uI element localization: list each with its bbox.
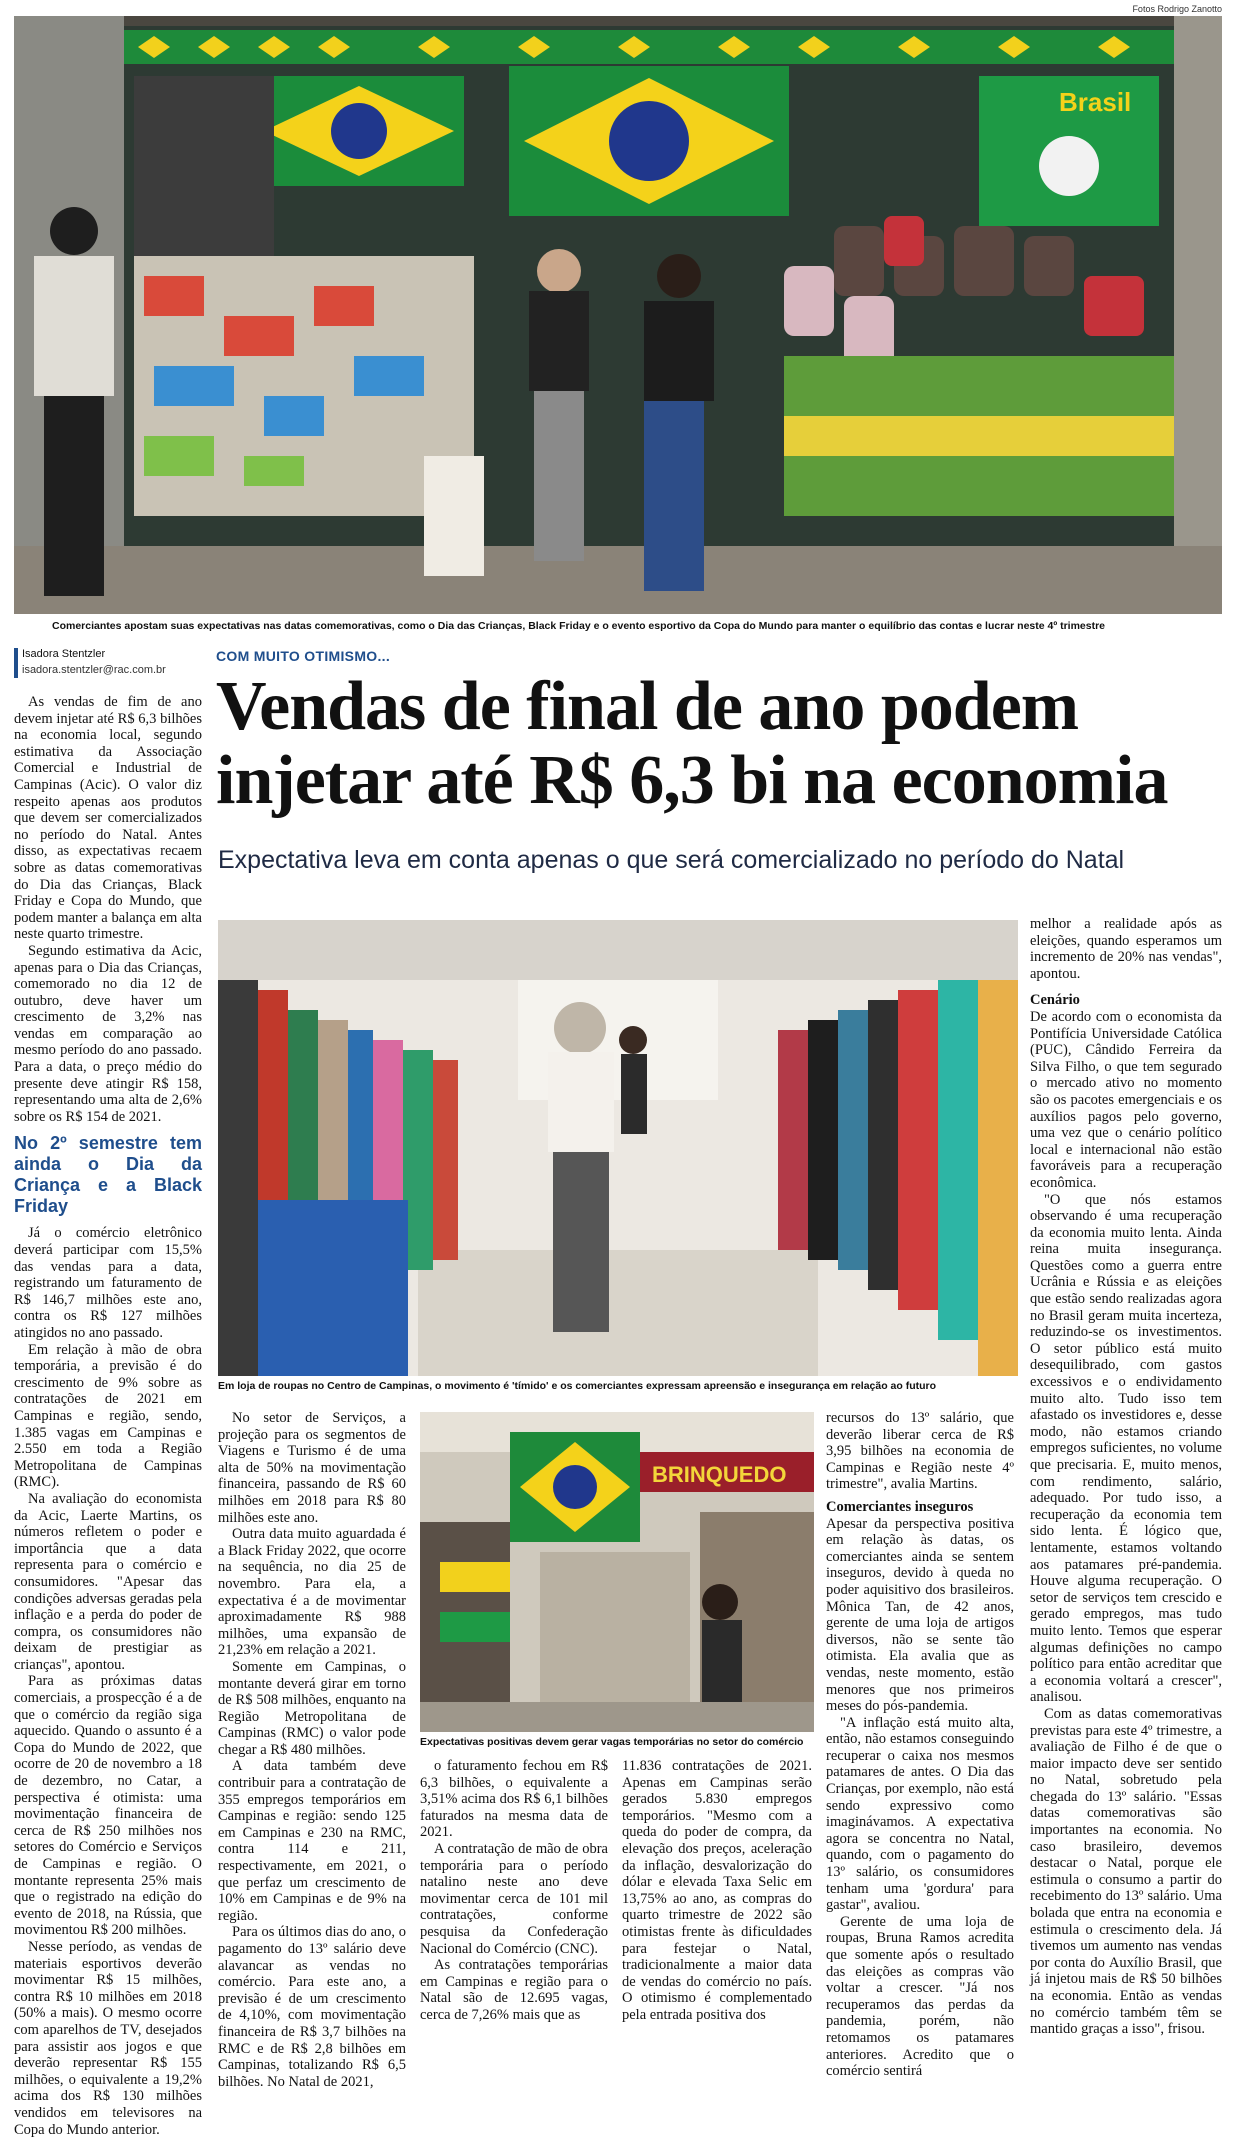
headline-line-2: injetar até R$ 6,3 bi na economia — [216, 742, 1168, 819]
col3b-paragraph: 11.836 contratações de 2021. Apenas em Campinas serão gerados 5.830 empregos temporários. "Mesmo com a queda do poder de compra, da elevação dos preços, aceleração da inflação, desvalorização do dólar e elevada Taxa Selic em 13,75% ao ano, as compras do quarto trimestre de 2022 são otimistas frente às dificuldades para festejar o Natal, tradicionalmente a maior data de vendas do comércio no país. O otimismo é complementado pela entrada positiva dos — [622, 1758, 812, 2023]
col2-paragraph: A data também deve contribuir para a contratação de 355 empregos temporários em Campinas e região: sendo 125 em Campinas e 230 na RMC, contra 114 e 211, respectivamente, em 2021, o que perfaz um crescimento de 10% em Campinas e de 9% na região. — [218, 1758, 406, 1924]
col1-paragraph: Em relação à mão de obra temporária, a previsão é do crescimento de 9% sobre as contratações de 2021 em Campinas e região, sendo, 1.385 vagas em Campinas e 2.550 em toda a Região Metropolitana de Campinas (RMC). — [14, 1341, 202, 1491]
byline-author: Isadora Stentzler — [22, 648, 106, 660]
col3-paragraph: A contratação de mão de obra temporária para o período natalino neste ano deve movimentar cerca de 101 mil contratações, conforme pesquisa da Confederação Nacional do Comércio (CNC). — [420, 1840, 608, 1957]
article-column-3b — [622, 1758, 812, 2024]
col2-paragraph: Somente em Campinas, o montante deverá girar em torno de R$ 508 milhões, enquanto na Região Metropolitana de Campinas (RMC) o valor pode chegar a R$ 480 milhões. — [218, 1658, 406, 1758]
byline-bar — [14, 648, 18, 678]
col3-paragraph: As contratações temporárias em Campinas e região para o Natal são de 12.695 vagas, cerca de 7,26% mais que as — [420, 1957, 608, 2023]
col2-paragraph: No setor de Serviços, a projeção para os segmentos de Viagens e Turismo é de uma alta de 50% na movimentação financeira, passando de R$ 60 milhões em 2018 para R$ 80 milhões este ano. — [218, 1410, 406, 1526]
col1-paragraph: Para as próximas datas comerciais, a prospecção é a de que o comércio da região siga aquecido. Quando o assunto é a Copa do Mundo de 2022, que ocorre de 20 de novembro a 18 de dezembro, no Catar, a perspectiva é otimista: uma movimentação financeira de cerca de R$ 250 milhões nos setores do Comércio e Serviços de Campinas e região. O montante representa 25% mais que o registrado na edição do evento de 2018, na Rússia, que movimentou R$ 200 milhões. — [14, 1673, 202, 1939]
article-column-3 — [420, 1758, 608, 2024]
intertitle-inseguros: Comerciantes inseguros — [826, 1498, 974, 1515]
photo-credit: Fotos Rodrigo Zanotto — [1132, 4, 1222, 14]
col1-paragraph: As vendas de fim de ano devem injetar até R$ 6,3 bilhões na economia local, segundo estimativa da Associação Comercial e Industrial de Campinas (Acic). O valor diz respeito apenas aos produtos que devem ser comercializados no período do Natal. Antes disso, as expectativas recaem sobre as datas comemorativas do Dia das Crianças, Black Friday e Copa do Mundo, que podem manter a balança em alta neste quarto trimestre. — [14, 694, 202, 943]
kicker: COM MUITO OTIMISMO... — [216, 648, 391, 664]
article-column-5 — [1030, 916, 1222, 2038]
col5-paragraph: melhor a realidade após as eleições, quando esperamos um incremento de 20% nas vendas", apontou. — [1030, 916, 1222, 982]
top-photo — [14, 16, 1222, 614]
col5-paragraph: "O que nós estamos observando é uma recuperação da economia muito lenta. Ainda reina muita insegurança. Questões como a guerra entre Ucrânia e Rússia e as eleições que estão sendo realizadas agora no Brasil geram muita incerteza, reduzindo-se os investimentos. O setor público está muito desequilibrado, com gastos excessivos e o endividamento muito alto. Tudo isso tem afastado os investidores e, desse modo, não estamos criando empregos suficientes, no volume que precisaria. E, muito menos, com rendimento, salário, adequado. Por tudo isso, a recuperação da economia tem sido lenta. É lógico que, lentamente, estamos voltando aos patamares pré-pandemia. Houve alguma recuperação. O setor de serviços tem crescido e gerado empregos, mas tudo muito lento. Temos que esperar algumas definições no campo político para então acreditar que a economia voltará a crescer", analisou. — [1030, 1191, 1222, 1706]
brasil-banner-text: Brasil — [1059, 87, 1132, 117]
small-photo — [420, 1412, 814, 1732]
col4-paragraph: "A inflação está muito alta, então, não estamos conseguindo recuperar o caixa nos mesmos patamares de antes. O Dia das Crianças, por exemplo, não está sendo expressivo como imaginávamos. A expectativa agora se concentra no Natal, quando, com o pagamento do 13º salário, os consumidores tenham uma 'gordura' para gastar", avaliou. — [826, 1714, 1014, 1914]
col4-paragraph: Apesar da perspectiva positiva em relação às datas, os comerciantes ainda se sentem inseguros, devido à queda no poder aquisitivo dos brasileiros. Mônica Tan, de 42 anos, gerente de uma loja de artigos diversos, não se sente tão otimista. Ela avalia que as vendas, neste momento, estão menores que nos primeiros meses do pós-pandemia. — [826, 1515, 1014, 1715]
store-sign-text: BRINQUEDO — [652, 1462, 787, 1487]
col1-paragraph: Segundo estimativa da Acic, apenas para o Dia das Crianças, comemorado no dia 12 de outubro, deve haver um crescimento de 3,2% nas vendas em comparação ao mesmo período do ano passado. Para a data, o preço médio do presente deve atingir R$ 158, representando uma alta de 2,6% sobre os R$ 154 de 2021. — [14, 942, 202, 1125]
intertitle-cenario: Cenário — [1030, 992, 1080, 1009]
col2-paragraph: Para os últimos dias do ano, o pagamento do 13º salário deve alavancar as vendas no comércio. Para este ano, a previsão é de um crescimento de 4,10%, com movimentação financeira de R$ 3,7 bilhões na RMC e de R$ 2,8 bilhões em Campinas, totalizando R$ 6,5 bilhões. No Natal de 2021, — [218, 1924, 406, 2090]
col2-paragraph: Outra data muito aguardada é a Black Friday 2022, que ocorre na sequência, no dia 25 de novembro. Para ela, a expectativa é a de movimentar aproximadamente R$ 988 milhões, uma expansão de 21,23% em relação a 2021. — [218, 1526, 406, 1659]
col5-paragraph: De acordo com o economista da Pontifícia Universidade Católica (PUC), Cândido Ferreira da Silva Filho, o que tem segurado o mercado ativo no momento são os pacotes emergenciais e os auxílios pagos pelo governo, uma vez que o cenário político local e internacional não estão favoráveis para a recuperação econômica. — [1030, 1008, 1222, 1191]
deck: Expectativa leva em conta apenas o que será comercializado no período do Natal — [218, 846, 1125, 874]
middle-photo-caption: Em loja de roupas no Centro de Campinas, o movimento é 'tímido' e os comerciantes expressam apreensão e insegurança em relação ao futuro — [218, 1380, 937, 1392]
small-photo-caption: Expectativas positivas devem gerar vagas temporárias no setor do comércio — [420, 1736, 804, 1748]
col3-paragraph: o faturamento fechou em R$ 6,3 bilhões, o equivalente a 3,51% acima dos R$ 6,1 bilhões faturados na mesma data de 2021. — [420, 1758, 608, 1841]
col4-paragraph: Gerente de uma loja de roupas, Bruna Ramos acredita que somente após o resultado das eleições as compras vão voltar a crescer. "Já nos recuperamos das perdas da pandemia, porém, não retomamos os patamares anteriores. Acredito que o comércio sentirá — [826, 1913, 1014, 2080]
headline-line-1: Vendas de final de ano podem — [216, 668, 1079, 745]
article-column-2 — [218, 1410, 406, 2090]
col5-paragraph: Com as datas comemorativas previstas para este 4º trimestre, a avaliação de Filho é de que o maior impacto deve ser sentido no Natal, sobretudo pela chegada do 13º salário. "Essas datas comemorativas são importantes na economia. No caso brasileiro, devemos destacar o Natal, porque ele estimula o consumo a partir do recebimento do 13º salário. Uma bolada que entra na economia e estimula o crescimento dela. Já tivemos um aumento nas vendas por conta do Auxílio Brasil, que já injetou mais de R$ 50 bilhões na economia. Então as vendas no comércio também têm se mantido graças a isso", frisou. — [1030, 1705, 1222, 2038]
article-column-1 — [14, 694, 202, 2138]
article-column-4 — [826, 1410, 1014, 2080]
col4-paragraph: recursos do 13º salário, que deverão liberar cerca de R$ 3,95 bilhões na economia de Campinas e Região neste 4º trimestre", avalia Martins. — [826, 1410, 1014, 1493]
top-photo-caption: Comerciantes apostam suas expectativas nas datas comemorativas, como o Dia das Crianças, Black Friday e o evento esportivo da Copa do Mundo para manter o equilíbrio das contas e lucrar neste 4º trimestre — [52, 620, 1106, 632]
headline — [216, 670, 1226, 818]
section-subhead: No 2º semestre tem ainda o Dia da Criança e a Black Friday — [14, 1133, 202, 1217]
col1-paragraph: Já o comércio eletrônico deverá participar com 15,5% das vendas para a data, registrando um faturamento de R$ 146,7 milhões este ano, contra os R$ 127 milhões atingidos no ano passado. — [14, 1225, 202, 1341]
byline-email: isadora.stentzler@rac.com.br — [22, 664, 166, 676]
col1-paragraph: Nesse período, as vendas de materiais esportivos deverão movimentar R$ 15 milhões, contra R$ 10 milhões em 2018 (50% a mais). O mesmo ocorre com aparelhos de TV, desejados para assistir aos jogos e que deverão representar R$ 155 milhões, o equivalente a 19,2% acima dos R$ 130 milhões vendidos em televisores na Copa do Mundo anterior. — [14, 1938, 202, 2138]
middle-photo — [218, 920, 1018, 1376]
col1-paragraph: Na avaliação do economista da Acic, Laerte Martins, os números refletem o poder e importância que a data representa para o comércio e consumidores. "Apesar das condições adversas geradas pela inflação e a perda do poder de compra, os consumidores não deixam de prestigiar as crianças", apontou. — [14, 1490, 202, 1673]
